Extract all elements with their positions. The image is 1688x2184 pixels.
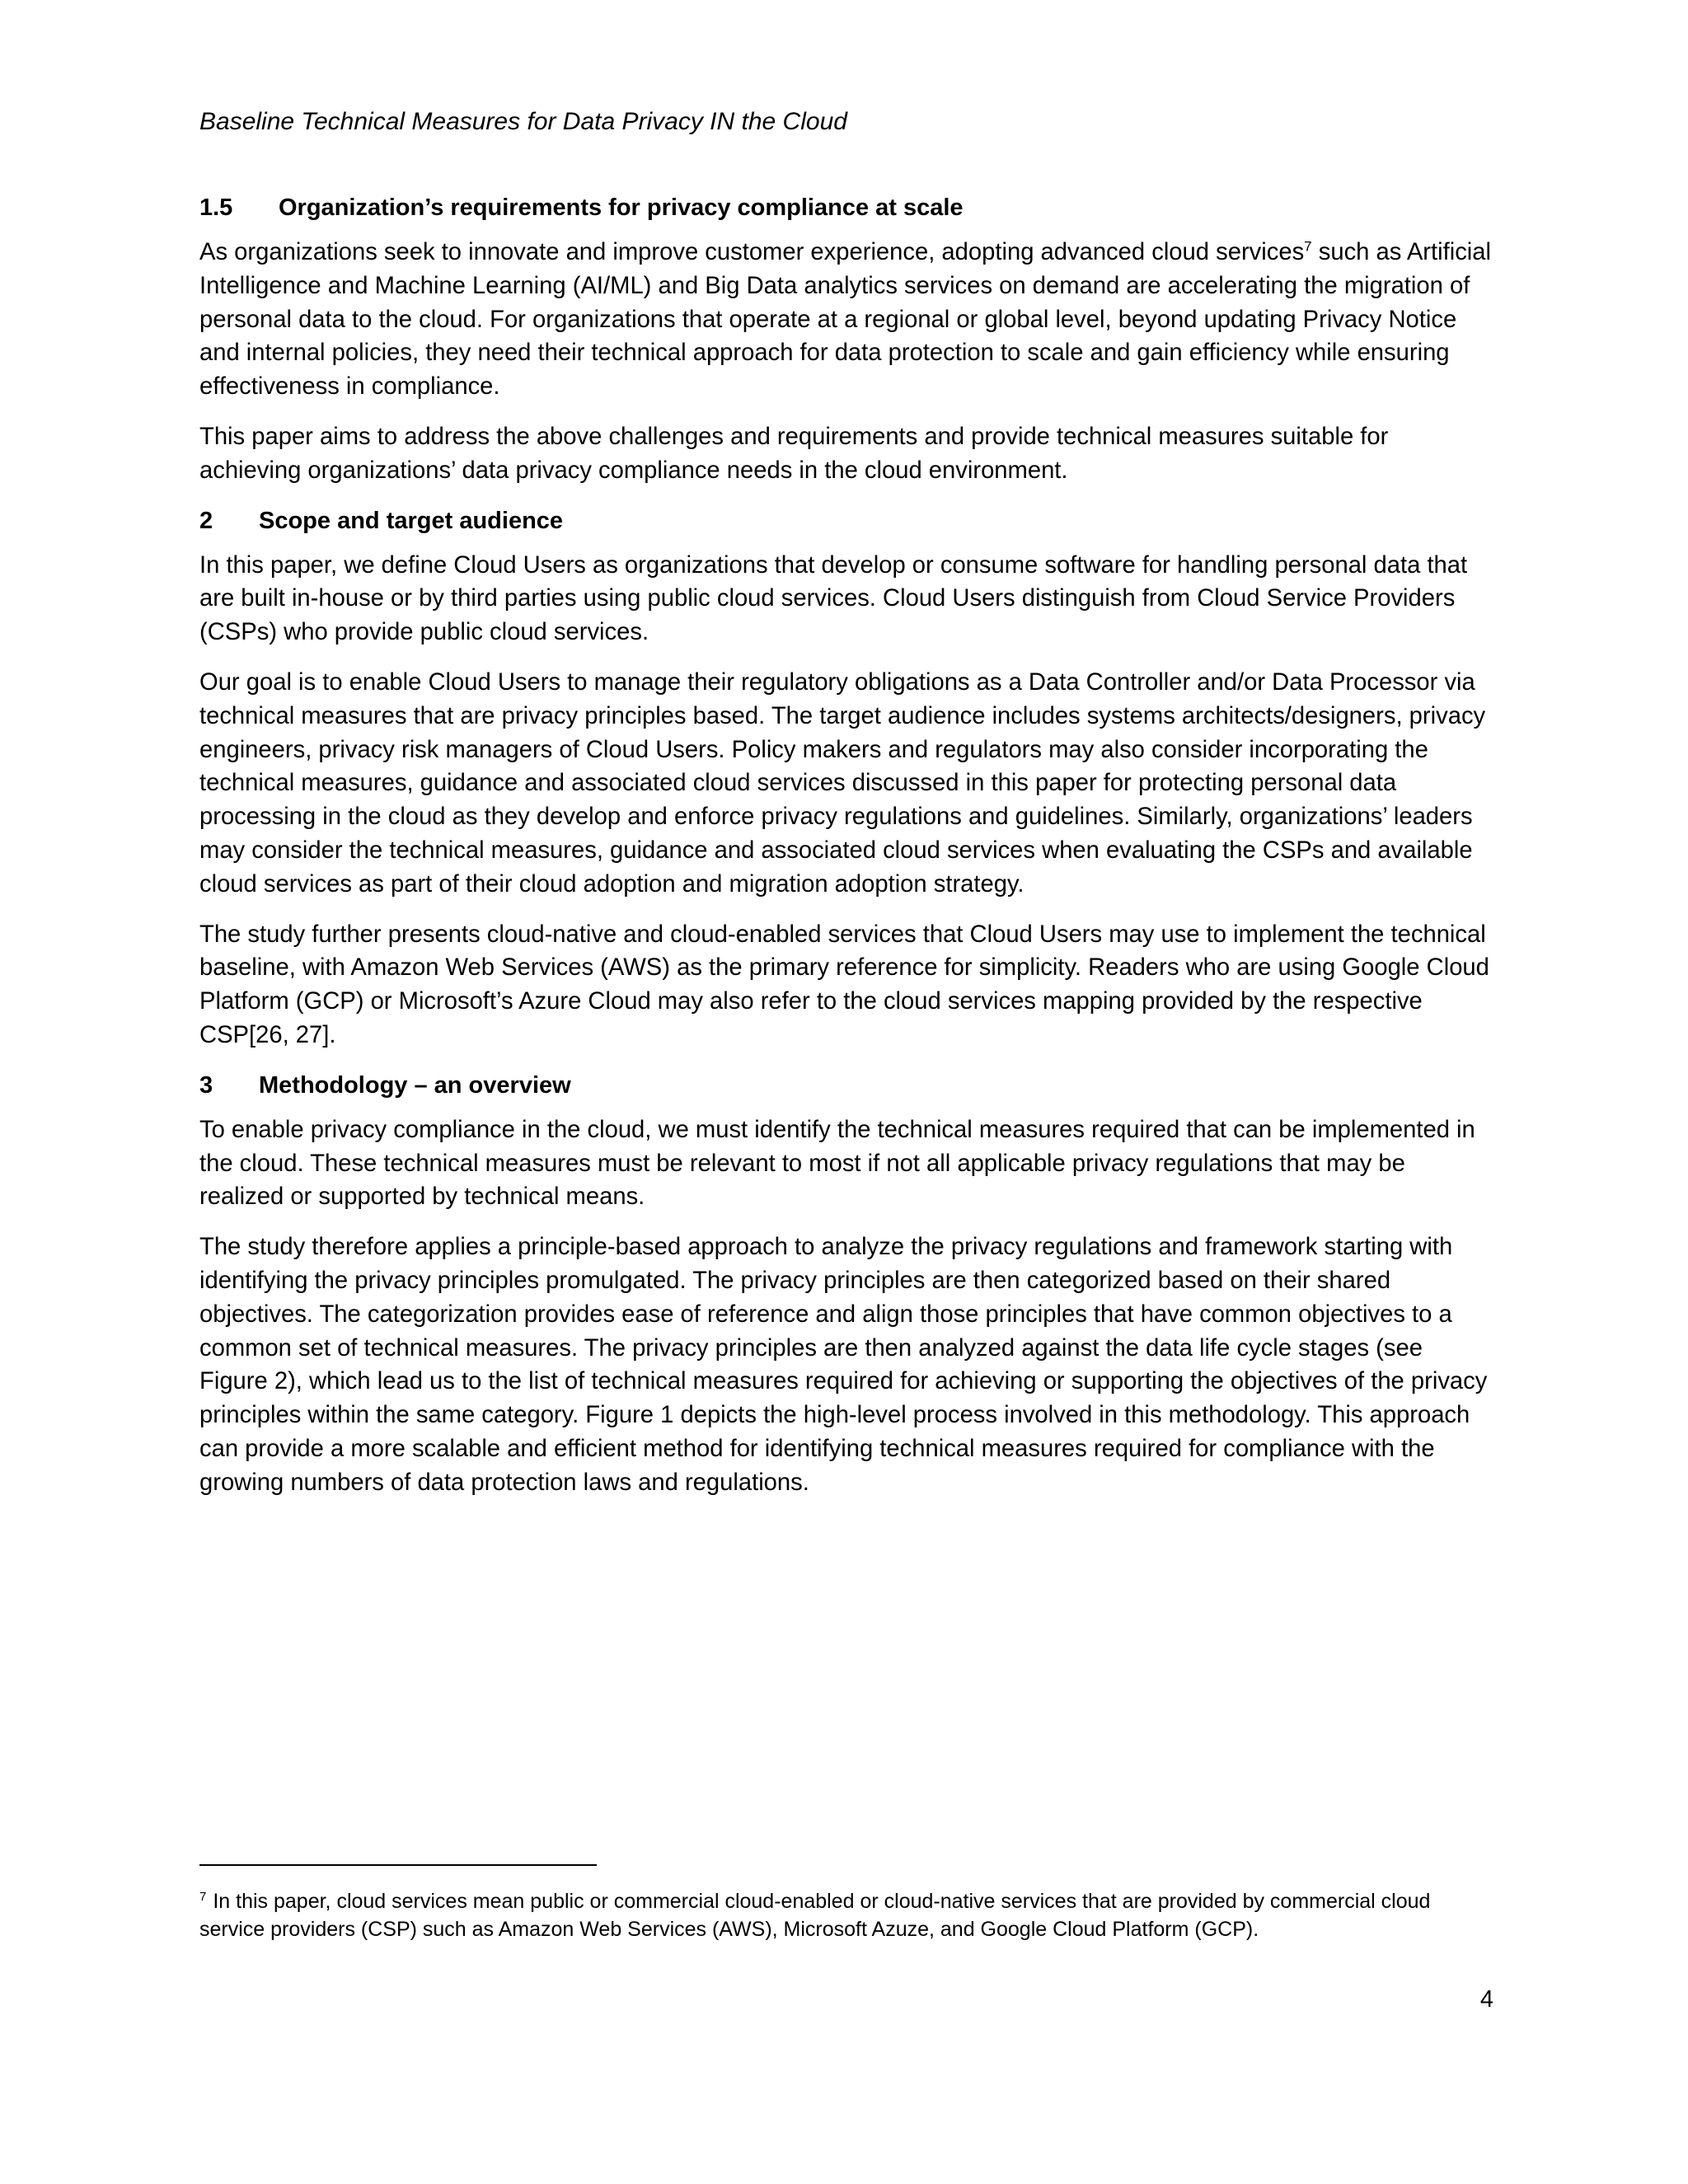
paragraph-text: As organizations seek to innovate and improve customer experience, adopting advanced cloud services bbox=[199, 239, 1305, 265]
paragraph: To enable privacy compliance in the cloud, we must identify the technical measures required that can be implemented in the cloud. These technical measures must be relevant to most if not all applicable privacy regulations that may be realized or supported by technical means. bbox=[199, 1116, 1475, 1211]
running-header: Baseline Technical Measures for Data Privacy IN the Cloud bbox=[199, 108, 847, 135]
footnote-divider bbox=[199, 1864, 597, 1866]
section-number: 2 bbox=[199, 507, 213, 534]
paragraph: Our goal is to enable Cloud Users to manage their regulatory obligations as a Data Controller and/or Data Processor via technical measures that are privacy principles based. The target audience includes systems architects/designers, privacy engineers, privacy risk managers of Cloud Users. Policy makers and regulators may also consider incorporating the technical measures, guidance and associated cloud services discussed in this paper for protecting personal data processing in the cloud as they develop and enforce privacy regulations and guidelines. Similarly, organizations’ leaders may consider the technical measures, guidance and associated cloud services when evaluating the CSPs and available cloud services as part of their cloud adoption and migration adoption strategy. bbox=[199, 668, 1486, 898]
footnote-marker: 7 bbox=[199, 1889, 207, 1904]
page-number: 4 bbox=[1479, 1986, 1493, 2013]
footnote-reference[interactable]: 7 bbox=[1304, 238, 1312, 255]
section-number: 1.5 bbox=[199, 194, 233, 221]
paragraph-text: such as Artificial Intelligence and Machine Learning (AI/ML) and Big Data analytics services on demand are accelerating the migration of personal data to the cloud. For organizations that operate at a regional or global level, beyond updating Privacy Notice and internal policies, they need their technical approach for data protection to scale and gain efficiency while ensuring effectiveness in compliance. bbox=[199, 239, 1492, 401]
section-title: Methodology – an overview bbox=[259, 1071, 571, 1099]
section-heading-2 bbox=[199, 504, 1493, 537]
section-heading-1-5 bbox=[199, 191, 1493, 224]
section-title: Scope and target audience bbox=[259, 507, 564, 534]
footnote bbox=[199, 1887, 1493, 1943]
paragraph: The study therefore applies a principle-based approach to analyze the privacy regulations and framework starting with identifying the privacy principles promulgated. The privacy principles are then categorized based on their shared objectives. The categorization provides ease of reference and align those principles that have common objectives to a common set of technical measures. The privacy principles are then analyzed against the data life cycle stages (see Figure 2), which lead us to the list of technical measures required for achieving or supporting the objectives of the privacy principles within the same category. Figure 1 depicts the high-level process involved in this methodology. This approach can provide a more scalable and efficient method for identifying technical measures required for compliance with the growing numbers of data protection laws and regulations. bbox=[199, 1234, 1488, 1496]
section-title: Organization’s requirements for privacy compliance at scale bbox=[279, 194, 964, 221]
paragraph: This paper aims to address the above challenges and requirements and provide technical measures suitable for achieving organizations’ data privacy compliance needs in the cloud environment. bbox=[199, 423, 1389, 484]
section-number: 3 bbox=[199, 1071, 213, 1099]
footnote-text: In this paper, cloud services mean public or commercial cloud-enabled or cloud-native services that are provided by commercial cloud service providers (CSP) such as Amazon Web Services (AWS), Microsoft Azuze, and Google Cloud Platform (GCP). bbox=[199, 1890, 1431, 1941]
paragraph: The study further presents cloud-native and cloud-enabled services that Cloud Users may use to implement the technical baseline, with Amazon Web Services (AWS) as the primary reference for simplicity. Readers who are using Google Cloud Platform (GCP) or Microsoft’s Azure Cloud may also refer to the cloud services mapping provided by the respective CSP[26, 27]. bbox=[199, 921, 1489, 1048]
section-heading-3 bbox=[199, 1069, 1493, 1102]
paragraph bbox=[199, 236, 1493, 404]
page-content bbox=[199, 105, 1493, 1516]
paragraph: In this paper, we define Cloud Users as organizations that develop or consume software for handling personal data that are built in-house or by third parties using public cloud services. Cloud Users distinguish from Cloud Service Providers (CSPs) who provide public cloud services. bbox=[199, 551, 1468, 646]
